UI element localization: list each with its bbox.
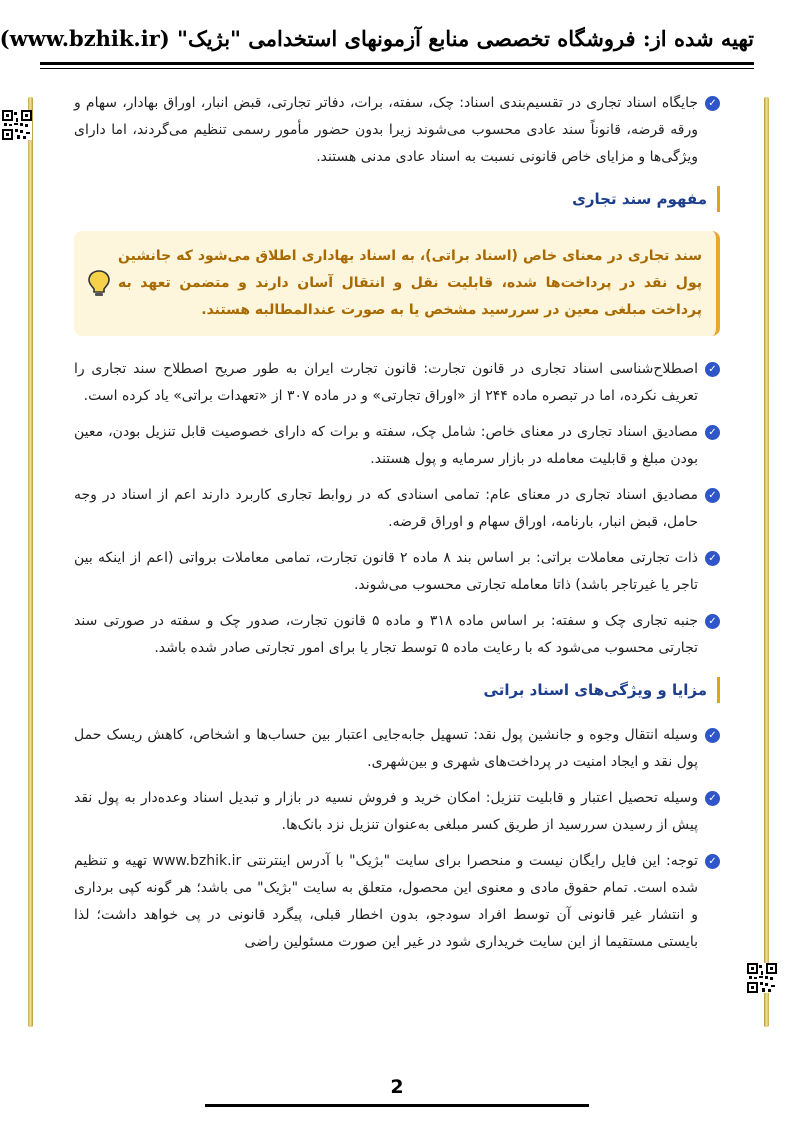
check-circle-icon: ✓ [705,96,720,111]
check-circle-icon: ✓ [705,551,720,566]
section-heading: مفهوم سند تجاری [74,186,720,212]
header-title: تهیه شده از: فروشگاه تخصصی منابع آزمونهای استخدامی "بژیک" (www.bzhik.ir) [0,26,754,51]
check-circle-icon: ✓ [705,614,720,629]
section-heading: مزایا و ویژگی‌های اسناد براتی [74,677,720,703]
list-item [74,482,720,536]
check-circle-icon: ✓ [705,425,720,440]
list-item-text: ذات تجارتی معاملات براتی: بر اساس بند ۸ ماده ۲ قانون تجارت، تمامی معاملات برواتی (اعم از اینکه بین تاجر یا غیرتاجر باشد) ذاتا معامله تجارتی محسوب می‌شوند. [74,550,699,593]
list-item-text: اصطلاح‌شناسی اسناد تجاری در قانون تجارت: قانون تجارت ایران به طور صریح اصطلاح سند تجاری را تعریف نکرده، اما در تبصره ماده ۲۴۴ از «اوراق تجارتی» و در ماده ۳۰۷ از «تعهدات براتی» یاد کرده است. [74,361,698,404]
list-item-text: توجه: این فایل رایگان نیست و منحصرا برای سایت "بژیک" با آدرس اینترنتی www.bzhik.ir تهیه و تنظیم شده است. تمام حقوق مادی و معنوی این محصول، متعلق به سایت "بژیک" می باشد؛ هر گونه کپی برداری و انتشار غیر قانونی آن توسط افراد سودجو، بدون اخطار قبلی، پیگرد قانونی در پی خواهد داشت؛ لذا بایستی مستقیما از این سایت خریداری شود در غیر این صورت مسئولین راضی [74,853,699,950]
list-item [74,419,720,473]
qr-code-icon [2,110,32,140]
list-item-text: مصادیق اسناد تجاری در معنای خاص: شامل چک، سفته و برات که دارای خصوصیت قابل تنزیل بودن، معین بودن مبلغ و قابلیت معامله در بازار سرمایه و پول هستند. [74,424,698,467]
list-item-text: مصادیق اسناد تجاری در معنای عام: تمامی اسنادی که در روابط تجاری کاربرد دارند اعم از اسناد در وجه حامل، قبض انبار، بارنامه، اوراق سهام و اوراق قرضه. [74,487,698,530]
definition-callout [74,231,720,336]
header-rule [40,62,754,65]
list-item [74,545,720,599]
callout-text: سند تجاری در معنای خاص (اسناد براتی)، به اسناد بهاداری اطلاق می‌شود که جانشین پول نقد در پرداخت‌ها شده، قابلیت نقل و انتقال آسان دارند و متضمن تعهد به پرداخت مبلغی معین در سررسید مشخص یا به صورت عندالمطالبه هستند. [118,248,702,318]
qr-code-icon [747,963,777,993]
check-circle-icon: ✓ [705,362,720,377]
lightbulb-icon [86,269,112,299]
intro-paragraph [74,90,720,171]
list-item-text: وسیله تحصیل اعتبار و قابلیت تنزیل: امکان خرید و فروش نسیه در بازار و تبدیل اسناد وعده‌دار به پول نقد پیش از رسیدن سررسید از طریق کسر مبلغی به‌عنوان تنزیل نزد بانک‌ها. [74,790,698,833]
main-content [74,90,720,965]
left-border-ornament [28,97,33,1027]
check-circle-icon: ✓ [705,854,720,869]
footer-rule [205,1104,589,1107]
check-circle-icon: ✓ [705,488,720,503]
intro-text: جایگاه اسناد تجاری در تقسیم‌بندی اسناد: چک، سفته، برات، دفاتر تجارتی، قبض انبار، اوراق بهادار، سهام و ورقه قرضه، قانوناً سند عادی محسوب می‌شوند زیرا بدون حضور مأمور رسمی تنظیم می‌گردند، اما دارای ویژگی‌ها و مزایای خاص قانونی نسبت به اسناد عادی مدنی هستند. [74,95,698,165]
header-rule-thin [40,68,754,69]
list-item-text: جنبه تجاری چک و سفته: بر اساس ماده ۳۱۸ و ماده ۵ قانون تجارت، صدور چک و سفته در صورتی سند تجارتی محسوب می‌شود که با رعایت ماده ۵ توسط تجار یا برای امور تجارتی صادر شده باشد. [74,613,698,656]
right-border-ornament [764,97,769,1027]
page-number: 2 [390,1076,404,1098]
list-item-text: وسیله انتقال وجوه و جانشین پول نقد: تسهیل جابه‌جایی اعتبار بین حساب‌ها و اشخاص، کاهش ریسک حمل پول نقد و ایجاد امنیت در پرداخت‌های شهری و بین‌شهری. [74,727,698,770]
list-item [74,608,720,662]
list-item [74,356,720,410]
list-item [74,722,720,776]
check-circle-icon: ✓ [705,728,720,743]
list-item [74,785,720,839]
check-circle-icon: ✓ [705,791,720,806]
page-header [0,22,754,66]
copyright-notice [74,848,720,956]
